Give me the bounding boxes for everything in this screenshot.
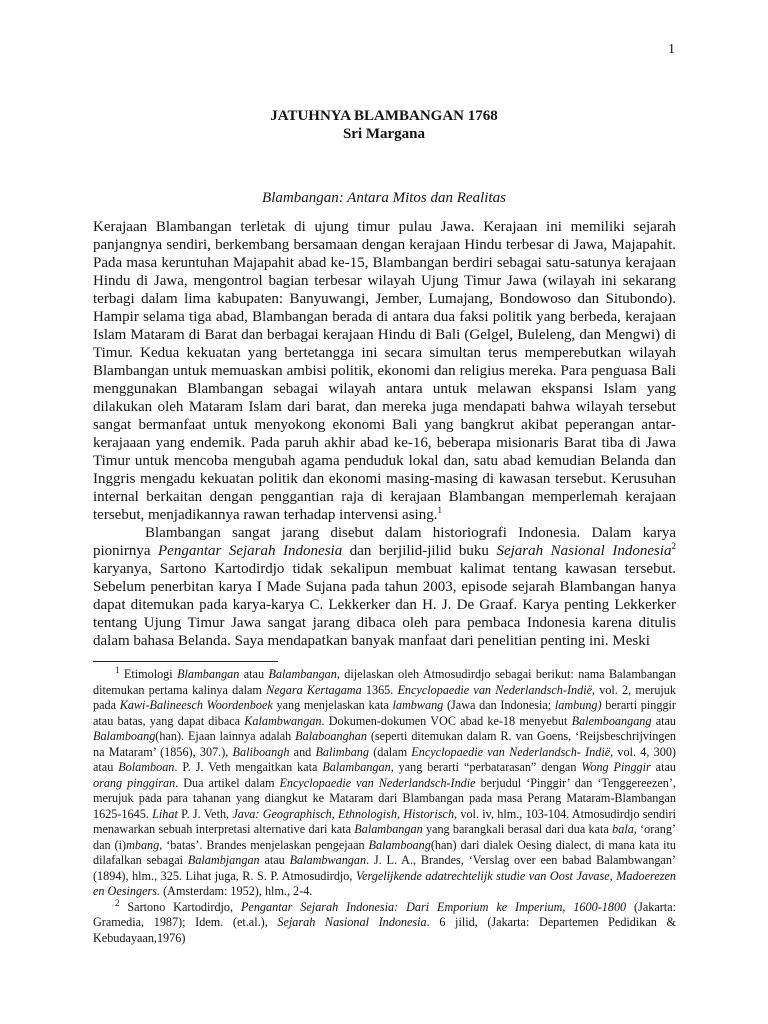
book-title-sejarah-nasional: Sejarah Nasional Indonesia <box>496 543 672 559</box>
footnote1-run: Balambangan, <box>322 760 394 774</box>
footnote1-run: lambung) <box>554 698 602 712</box>
footnote1-run: 1 <box>115 664 120 675</box>
paragraph-2-text-c: karyanya, Sartono Kartodirdjo tidak sekalipun membuat kalimat tentang kawasan tersebut. Sebelum penerbitan karya I Made Sujana pada tahun 2003, episode sejarah Blambangan hanya dapat ditemukan pada karya-karya C. Lekkerker dan H. J. De Graaf. Karya penting Lekkerker tentang Ujung Timur Jawa sangat jarang dibaca oleh para pembaca Indonesia karena ditulis dalam bahasa Belanda. Saya mendapatkan banyak manfaat dari penelitian penting ini. Meski <box>93 561 676 649</box>
footnote2-run: 2 <box>115 897 120 908</box>
footnote-reference-1: 1 <box>437 505 442 515</box>
body-text <box>93 218 676 650</box>
footnote1-run: yang berarti “perbatarasan” dengan <box>393 760 582 774</box>
footnote1-run: atau <box>239 667 269 681</box>
footnote1-run: Wong Pinggir <box>581 760 651 774</box>
page-number: 1 <box>668 42 675 57</box>
footnote1-run: Balamboang <box>368 837 431 852</box>
footnote1-run: yang menjelaskan kata <box>272 698 393 712</box>
footnote1-run: Balambjangan <box>187 853 260 867</box>
footnote2-run: Pengantar Sejarah Indonesia: Dari Emporium ke Imperium, 1600-1800 <box>240 899 627 914</box>
paragraph-2-text-a: Blambangan sangat jarang disebut dalam historiografi Indonesia. Dalam karya pionirnya <box>93 525 676 559</box>
footnote1-run: (han) dari dialek Oesing dialect, di mana kata itu dilafalkan sebagai <box>93 837 676 867</box>
footnote1-run: Etimologi <box>119 667 178 681</box>
footnote1-run: . J. L. A., Brandes, ‘Verslag over een babad Balambwangan’ (1894), hlm., 325. Lihat juga, R. S. P. Atmosudirdjo, <box>93 853 676 883</box>
footnote1-run: Kawi-Balineesch Woordenboek <box>119 698 273 712</box>
paragraph-1 <box>93 218 676 524</box>
footnote1-run: and <box>289 744 316 759</box>
footnote1-run: . Dua artikel dalam <box>175 775 280 790</box>
footnote1-run: orang pinggiran <box>93 775 176 790</box>
footnote1-run: Bolamboan <box>118 760 175 774</box>
footnote1-run: , vol. 4, 300) atau <box>93 744 676 774</box>
footnote1-run: (Jawa dan Indonesia; <box>443 698 555 712</box>
footnote1-run: 1365. <box>361 682 398 697</box>
footnote1-run: Balemboangang <box>571 713 652 728</box>
footnote-reference-2: 2 <box>671 541 676 551</box>
footnote1-run: (dalam <box>368 744 412 759</box>
author-name: Sri Margana <box>342 126 426 142</box>
footnote1-run: Java: Geographisch, Ethnologish, Historisch, <box>232 806 458 821</box>
footnote1-run: Balaboanghan <box>295 729 367 743</box>
footnote1-run: lambwang <box>392 698 444 712</box>
footnote1-run: Encyclopaedie van Nederlandsch- Indië <box>411 744 611 759</box>
footnote1-run: ‘batas’. Brandes menjelaskan pengejaan <box>162 837 369 852</box>
footnote1-run: (seperti ditemukan dalam R. van Goens, ‘Reijsbeschrijvingen na Mataram’ (1856), 307.), <box>93 729 676 759</box>
footnote1-run: . P. J. Veth mengaitkan kata <box>174 760 323 774</box>
footnote2-run: Sartono Kartodirdjo, <box>119 899 241 914</box>
paragraph-2-text-b: dan berjilid-jilid buku <box>342 543 497 559</box>
footnote-2 <box>93 897 676 947</box>
footnote1-run: atau <box>650 760 676 774</box>
footnote1-run: Encyclopaedie van Nederlandsch-Indië <box>397 682 592 697</box>
footnote1-run: P. J. Veth, <box>177 806 233 821</box>
footnote1-run: Balambangan <box>354 822 423 836</box>
paragraph-1-text: Kerajaan Blambangan terletak di ujung timur pulau Jawa. Kerajaan ini memiliki sejarah panjangnya sendiri, berkembang bersamaan dengan kerajaan Hindu terbesar di Jawa, Majapahit. Pada masa keruntuhan Majapahit abad ke-15, Blambangan berdiri sebagai satu-satunya kerajaan Hindu di Jawa, mengontrol bagian terbesar wilayah Ujung Timur Jawa (wilayah ini sekarang terbagi dalam lima kabupaten: Banyuwangi, Jember, Lumajang, Bondowoso dan Situbondo). Hampir selama tiga abad, Blambangan berada di antara dua faksi politik yang berbeda, kerajaan Islam Mataram di Barat dan berbagai kerajaan Hindu di Bali (Gelgel, Buleleng, dan Mengwi) di Timur. Kedua kekuatan yang bertetangga ini secara simultan terus memperebutkan wilayah Blambangan untuk memuaskan ambisi politik, ekonomi dan religius mereka. Para penguasa Bali menggunakan Blambangan sebagai wilayah antara untuk melawan ekspansi Islam yang dilakukan oleh Mataram Islam dari barat, dan mereka juga mendapati bahwa wilayah tersebut sangat bermanfaat untuk menyokong ekonomi Bali yang bangkrut akibat peperangan antar-kerajaaan yang endemik. Pada paruh akhir abad ke-16, beberapa misionaris Barat tiba di Jawa Timur untuk mencoba mengubah agama penduduk lokal dan, satu abad kemudian Belanda dan Inggris mengadu kekuatan politik dan ekonomi masing-masing di kawasan tersebut. Kerusuhan internal berkaitan dengan penggantian raja di kerajaan Blambangan memperlemah kerajaan tersebut, menjadikannya rawan terhadap intervensi asing. <box>93 219 676 523</box>
footnote1-run: Negara Kertagama <box>266 682 362 697</box>
footnote1-run: ‘orang’ dan (i) <box>93 822 676 852</box>
footnote1-run: Balambwangan <box>289 853 367 867</box>
footnote1-run: Balamboang <box>93 729 156 743</box>
footnote-separator <box>93 661 278 662</box>
footnote1-run: vol. iv, hlm., 103-104. Atmosudirdjo sendiri menawarkan sebuah interpretasi alternative dari kata <box>93 806 676 836</box>
book-title-pengantar: Pengantar Sejarah Indonesia <box>158 543 343 559</box>
footnotes <box>93 664 676 946</box>
footnote1-run: yang barangkali berasal dari dua kata <box>422 822 613 836</box>
paragraph-2 <box>93 524 676 650</box>
footnote1-run: bala, <box>612 822 637 836</box>
section-heading: Blambangan: Antara Mitos dan Realitas <box>262 190 506 206</box>
document-title-block <box>0 107 768 143</box>
footnote1-run: Balimbang <box>315 744 369 759</box>
footnote1-run: atau <box>259 853 290 867</box>
footnote1-run: atau <box>651 713 676 728</box>
footnote1-run: Vergelijkende adatrechtelijk studie van Oost Javase, Madoerezen en Oesingers. <box>93 868 676 898</box>
footnote1-run: , vol. 2, merujuk pada <box>93 682 676 712</box>
footnote1-run: . Dokumen-dokumen VOC abad ke-18 menyebut <box>321 713 572 728</box>
footnote1-run: Kalambwangan <box>244 713 322 728</box>
footnote1-run: Balambangan <box>268 667 337 681</box>
footnote1-run: mbang, <box>126 837 163 852</box>
footnote1-run: Encyclopaedie van Nederlandsch-Indie <box>279 775 476 790</box>
footnote1-run: (Amsterdam: 1952), hlm., 2-4. <box>160 884 313 898</box>
footnote1-run: berarti pinggir atau batas, yang dapat dibaca <box>93 698 676 728</box>
footnote1-run: berjudul ‘Pinggir’ dan ‘Tenggereezen’, merujuk pada para tahanan yang diangkut ke Mataram dari Blambangan pada masa Perang Mataram-Blambangan 1625-1645. <box>93 775 676 821</box>
footnote1-run: Lihat <box>152 806 178 821</box>
document-title: JATUHNYA BLAMBANGAN 1768 <box>270 108 498 124</box>
footnote2-run: Sejarah Nasional Indonesia <box>277 915 427 929</box>
footnote-1 <box>93 664 676 900</box>
footnote1-run: (han). Ejaan lainnya adalah <box>155 729 296 743</box>
footnote2-run: . 6 jilid, (Jakarta: Departemen Pedidikan & Kebudayaan,1976) <box>93 915 676 945</box>
footnote1-run: Blambangan <box>177 667 240 681</box>
footnote2-run: (Jakarta: Gramedia, 1987); Idem. (et.al.), <box>93 899 676 929</box>
footnote1-run: , dijelaskan oleh Atmosudirdjo sebagai berikut: nama Balambangan ditemukan pertama kalinya dalam <box>93 667 676 697</box>
footnote1-run: Baliboangh <box>232 744 290 759</box>
